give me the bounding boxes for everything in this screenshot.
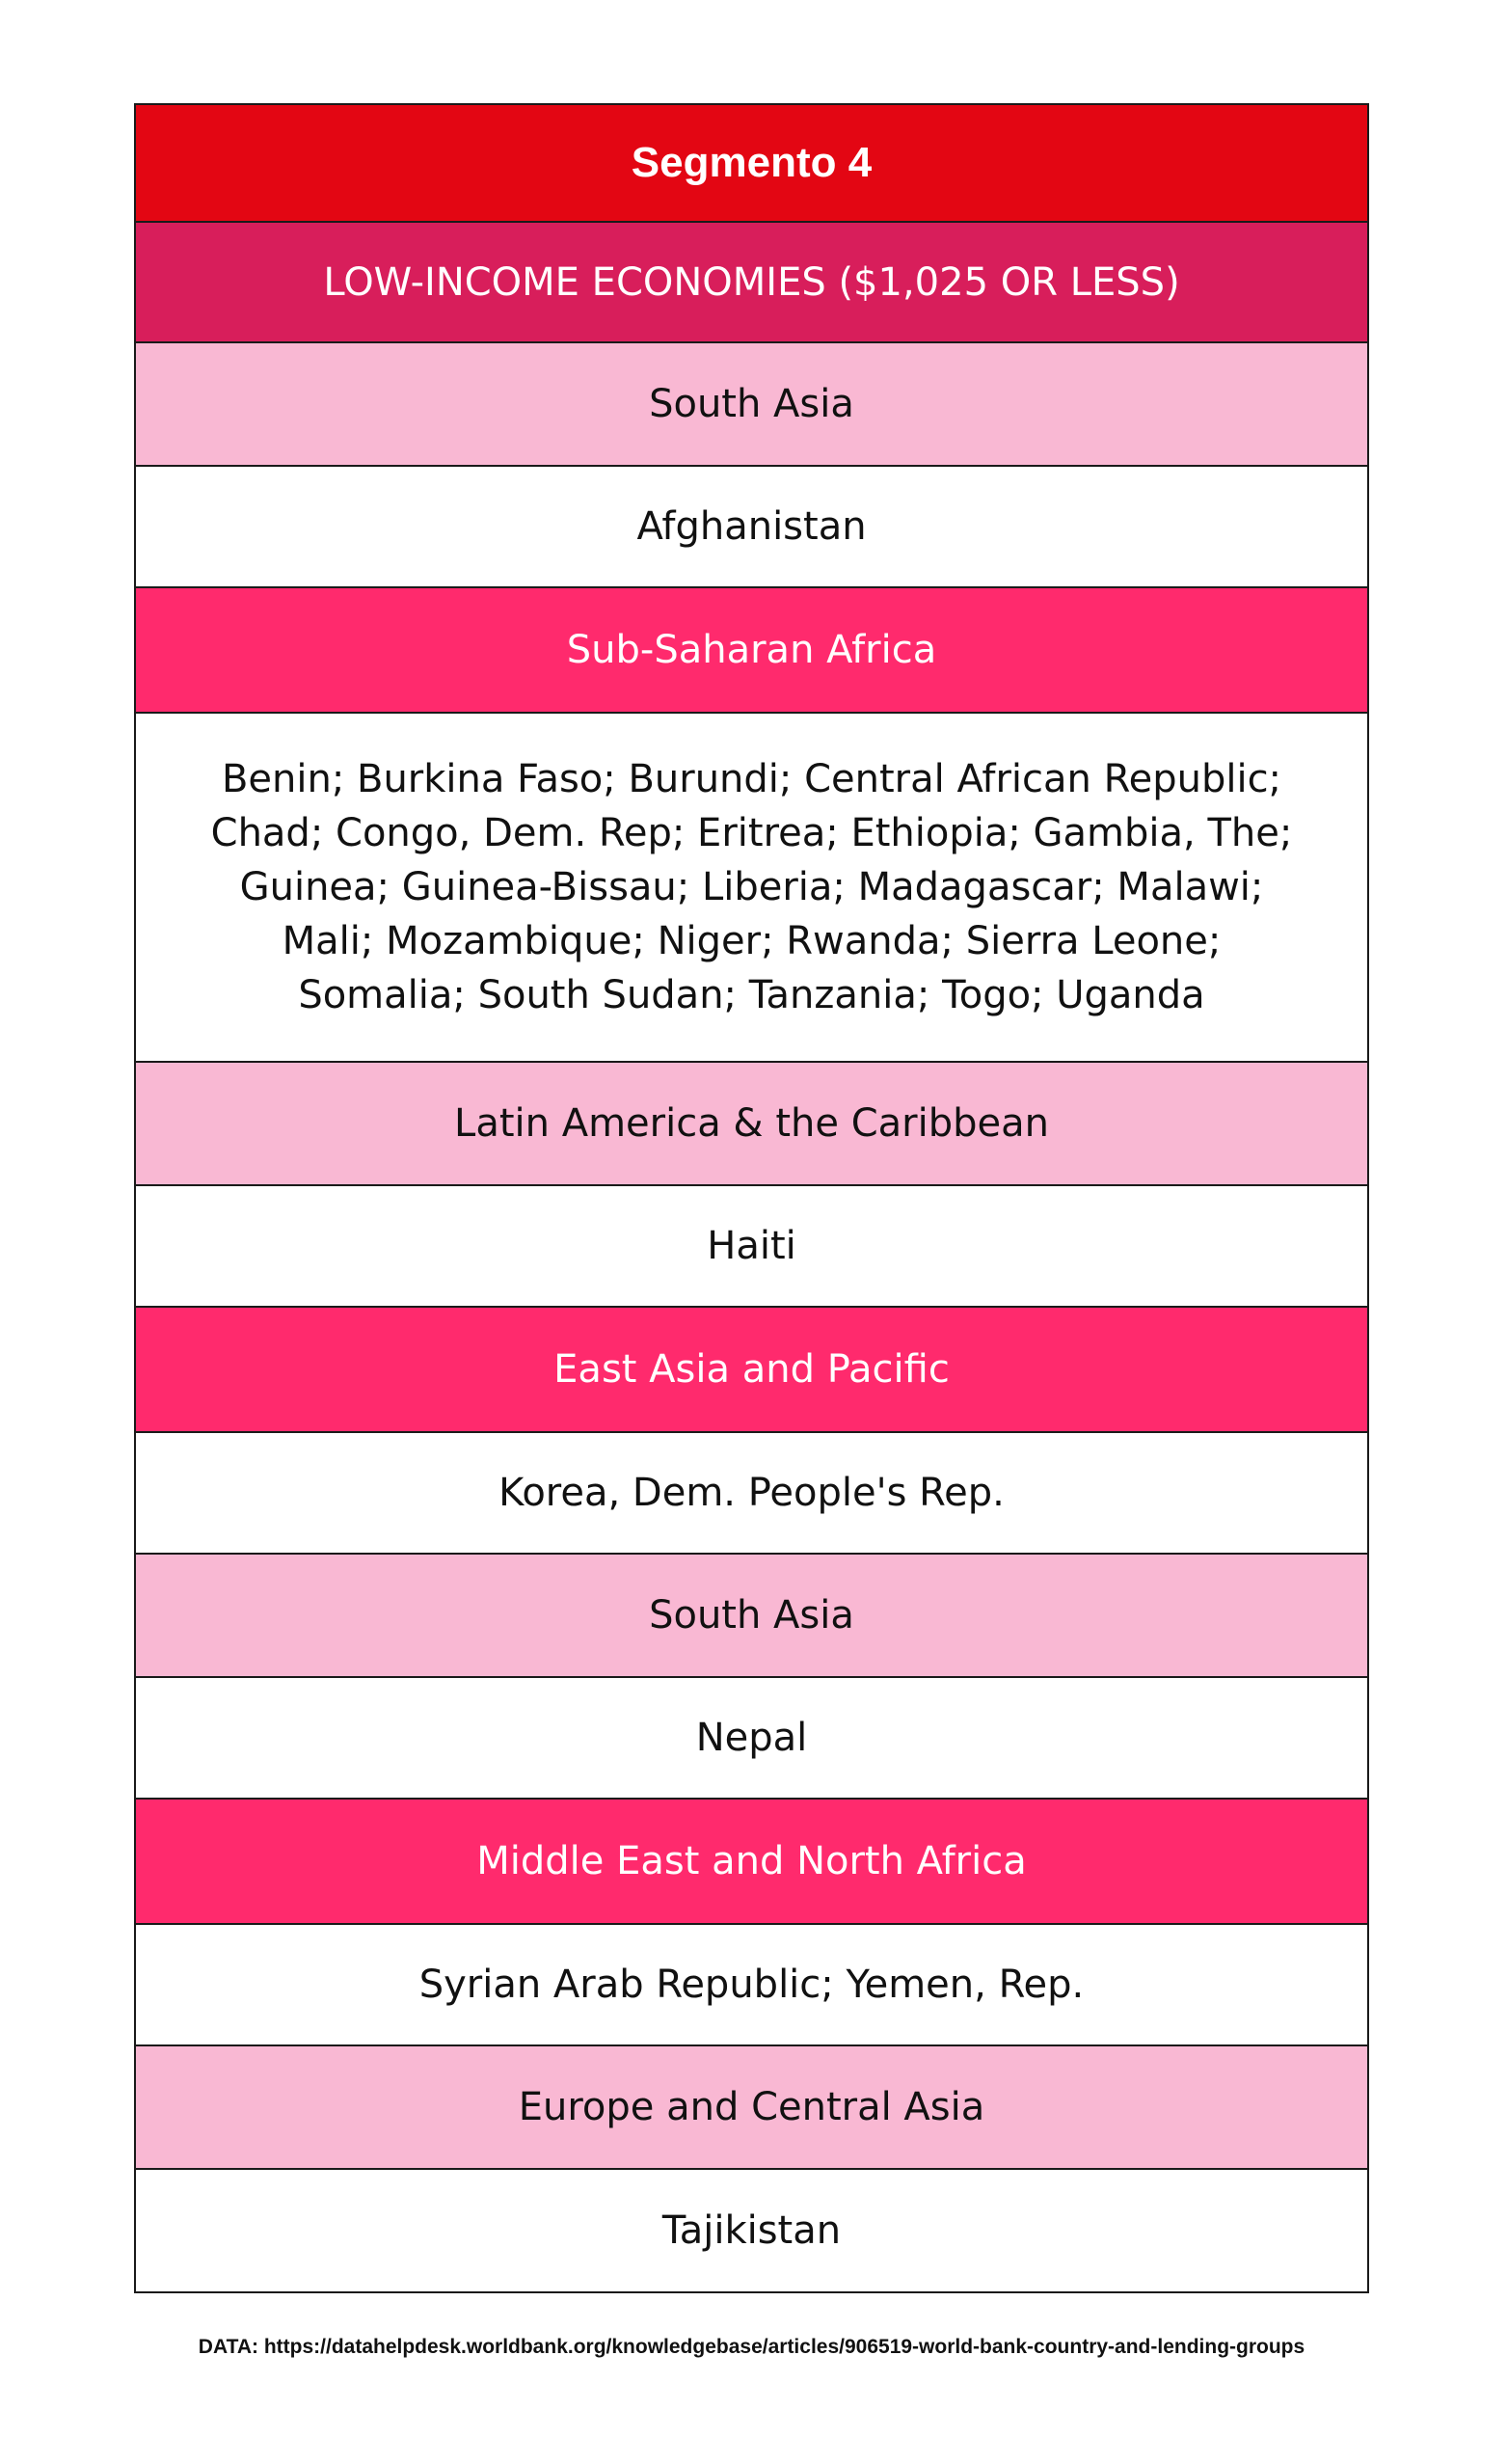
country-list: Korea, Dem. People's Rep. — [136, 1433, 1367, 1555]
region-header: South Asia — [136, 343, 1367, 467]
region-header: East Asia and Pacific — [136, 1308, 1367, 1433]
country-list: Syrian Arab Republic; Yemen, Rep. — [136, 1925, 1367, 2046]
country-list: Afghanistan — [136, 467, 1367, 588]
region-header: Europe and Central Asia — [136, 2046, 1367, 2170]
region-header: Latin America & the Caribbean — [136, 1063, 1367, 1186]
table-title: Segmento 4 — [136, 105, 1367, 223]
country-list: Nepal — [136, 1678, 1367, 1800]
region-header: South Asia — [136, 1555, 1367, 1678]
region-header: Sub-Saharan Africa — [136, 588, 1367, 714]
classification-table — [134, 103, 1369, 2293]
data-source-footer: DATA: https://datahelpdesk.worldbank.org/knowledgebase/articles/906519-world-bank-country-and-lending-groups — [198, 2336, 1305, 2358]
country-list: Haiti — [136, 1186, 1367, 1308]
region-header: Middle East and North Africa — [136, 1800, 1367, 1925]
income-group-header: LOW-INCOME ECONOMIES ($1,025 OR LESS) — [136, 223, 1367, 343]
country-list: Benin; Burkina Faso; Burundi; Central African Republic; Chad; Congo, Dem. Rep; Eritrea; Ethiopia; Gambia, The; Guinea; Guinea-Bissau; Liberia; Madagascar; Malawi; Mali; Mozambique; Niger; Rwanda; Sierra Leone; Somalia; South Sudan; Tanzania; Togo; Uganda — [136, 714, 1367, 1063]
country-list: Tajikistan — [136, 2170, 1367, 2291]
